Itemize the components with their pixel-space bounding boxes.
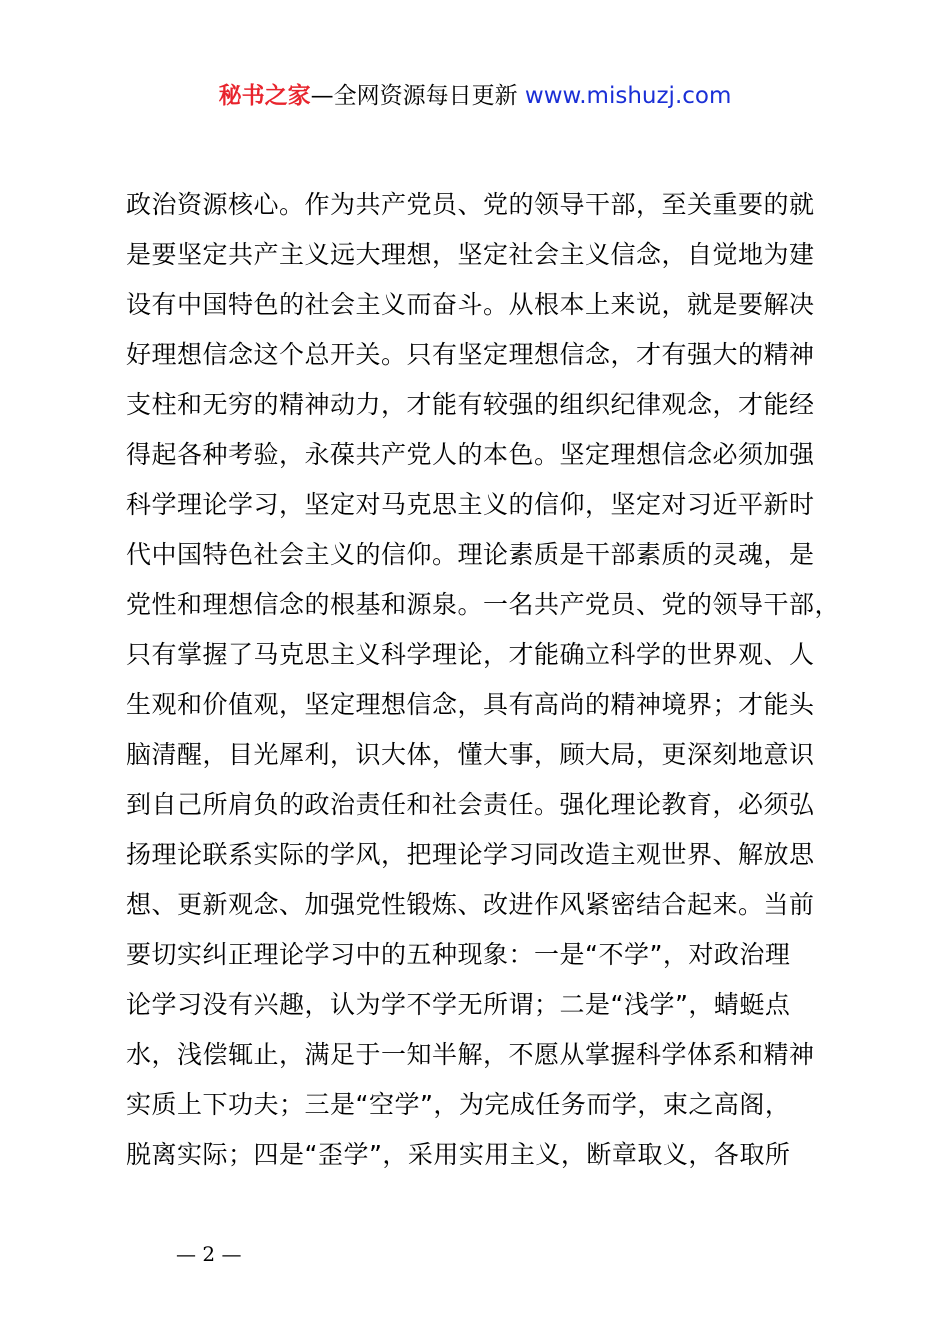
body-line: 实质上下功夫；三是“空学”，为完成任务而学，束之高阁， <box>126 1090 791 1119</box>
body-line: 设有中国特色的社会主义而奋斗。从根本上来说，就是要解决 <box>126 290 815 319</box>
body-line: 到自己所肩负的政治责任和社会责任。强化理论教育，必须弘 <box>126 790 815 819</box>
page-number: — 2 — <box>176 1242 242 1266</box>
site-header <box>0 80 950 112</box>
body-line: 要切实纠正理论学习中的五种现象：一是“不学”，对政治理 <box>126 940 791 969</box>
body-line: 政治资源核心。作为共产党员、党的领导干部，至关重要的就 <box>126 190 815 219</box>
body-line: 扬理论联系实际的学风，把理论学习同改造主观世界、解放思 <box>126 840 815 869</box>
body-line: 是要坚定共产主义远大理想，坚定社会主义信念，自觉地为建 <box>126 240 815 269</box>
body-line: 科学理论学习，坚定对马克思主义的信仰，坚定对习近平新时 <box>126 490 815 519</box>
brand-name: 秘书之家 <box>218 83 311 109</box>
body-line: 生观和价值观，坚定理想信念，具有高尚的精神境界；才能头 <box>126 690 815 719</box>
document-body <box>126 180 841 1180</box>
body-line: 支柱和无穷的精神动力，才能有较强的组织纪律观念，才能经 <box>126 390 815 419</box>
body-line: 脱离实际；四是“歪学”，采用实用主义，断章取义，各取所 <box>126 1140 791 1169</box>
body-line: 只有掌握了马克思主义科学理论，才能确立科学的世界观、人 <box>126 640 815 669</box>
body-line: 水，浅偿辄止，满足于一知半解，不愿从掌握科学体系和精神 <box>126 1040 815 1069</box>
body-line: 好理想信念这个总开关。只有坚定理想信念，才有强大的精神 <box>126 340 815 369</box>
body-line: 论学习没有兴趣，认为学不学无所谓；二是“浅学”，蜻蜓点 <box>126 990 791 1019</box>
body-line: 代中国特色社会主义的信仰。理论素质是干部素质的灵魂，是 <box>126 540 815 569</box>
body-line: 党性和理想信念的根基和源泉。一名共产党员、党的领导干部， <box>126 590 841 619</box>
body-line: 想、更新观念、加强党性锻炼、改进作风紧密结合起来。当前 <box>126 890 815 919</box>
site-url-link[interactable]: www.mishuzj.com <box>517 83 732 109</box>
body-line: 得起各种考验，永葆共产党人的本色。坚定理想信念必须加强 <box>126 440 815 469</box>
header-tagline: —全网资源每日更新 <box>310 83 518 109</box>
body-line: 脑清醒，目光犀利，识大体，懂大事，顾大局，更深刻地意识 <box>126 740 815 769</box>
